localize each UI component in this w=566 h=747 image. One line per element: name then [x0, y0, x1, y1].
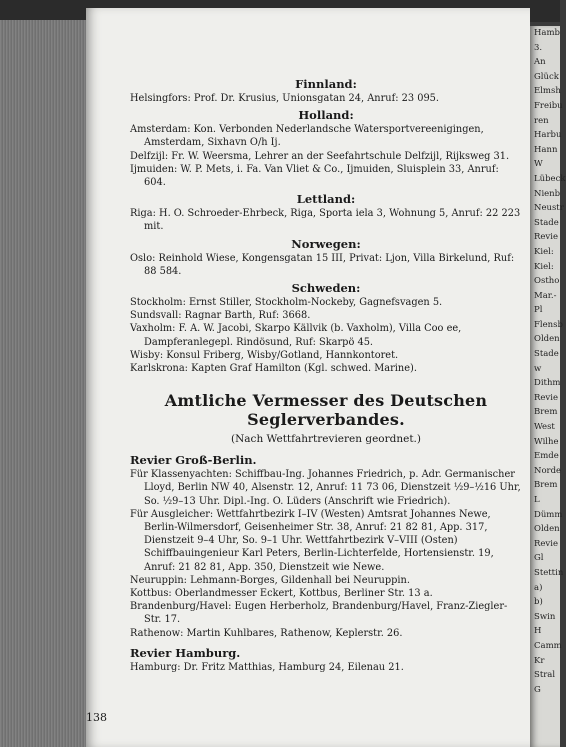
- next-page-fragment: Stade: [534, 349, 559, 360]
- next-page-fragment: Kiel:: [534, 261, 554, 272]
- next-page-fragment: Glück: [534, 71, 559, 82]
- entry-kottbus: Kottbus: Oberlandmesser Eckert, Kottbus, Berliner Str. 13 a.: [130, 588, 433, 600]
- entry-hamburg: Hamburg: Dr. Fritz Matthias, Hamburg 24, Eilenau 21.: [130, 661, 404, 673]
- next-page-fragment: Nienb: [534, 188, 561, 199]
- next-page-fragment: Stral: [534, 670, 556, 681]
- next-page-fragment: Wilhe: [534, 436, 559, 447]
- next-page-edge: [530, 26, 566, 747]
- next-page-fragment: Freibu: [534, 100, 563, 111]
- section-heading-holland: Holland:: [298, 108, 354, 123]
- next-page-fragment: Emde: [534, 451, 559, 462]
- next-page-fragment: An: [534, 57, 546, 68]
- main-subheading: (Nach Wettfahrtrevieren geordnet.): [231, 433, 421, 446]
- next-page-fragment: Revie: [534, 538, 558, 549]
- entry-karlskrona: Karlskrona: Kapten Graf Hamilton (Kgl. schwed. Marine).: [130, 363, 417, 375]
- main-heading: Amtliche Vermesser des Deutschen Seglerverbandes.: [164, 391, 488, 430]
- next-page-fragment: Kr: [534, 655, 545, 666]
- book-page: [86, 8, 530, 747]
- book-page-edges: [0, 20, 92, 747]
- entry-stockholm: Stockholm: Ernst Stiller, Stockholm-Nockeby, Gagnefsvagen 5.: [130, 297, 443, 309]
- entry-ijmuiden: Ijmuiden: W. P. Mets, i. Fa. Van Vliet & Co., Ijmuiden, Sluisplein 33, Anruf: 604.: [130, 163, 499, 189]
- entry-helsingfors: Helsingfors: Prof. Dr. Krusius, Unionsgatan 24, Anruf: 23 095.: [130, 93, 440, 104]
- next-page-fragment: Olden: [534, 334, 560, 345]
- revier-heading-hamburg: Revier Hamburg.: [130, 645, 241, 660]
- page-content: [130, 74, 522, 674]
- entry-brandenburg: Brandenburg/Havel: Eugen Herberholz, Brandenburg/Havel, Franz-Ziegler-Str. 17.: [130, 601, 508, 626]
- next-page-fragment: Dümm: [534, 509, 563, 520]
- entry-vaxholm: Vaxholm: F. A. W. Jacobi, Skarpo Källvik (b. Vaxholm), Villa Coo ee, Dampferanlegepl. Rindösund, Ruf: Skarpö 45.: [130, 323, 462, 348]
- next-page-fragment: Lübeck: [534, 173, 566, 184]
- next-page-fragment: Hamb: [534, 28, 560, 38]
- entry-ausgleicher: Für Ausgleicher: Wettfahrtbezirk I–IV (Westen) Amtsrat Johannes Newe, Berlin-Wilmersdorf, Geisenheimer Str. 38, Anruf: 21 82 81, App. 317, Dienstzeit 9–4 Uhr, So. 9–1 Uhr. Wettfahrtbezirk V–VIII (Osten) Schiffbauingenieur Karl Peters, Berlin-Lichterfelde, Hortensienstr. 19, Anruf: 21 82 81, App. 350, Dienstzeit wie Newe.: [130, 508, 494, 573]
- next-page-fragment: 3.: [534, 42, 543, 53]
- next-page-fragment: G: [534, 684, 541, 695]
- next-page-fragment: Stade: [534, 217, 559, 228]
- next-page-fragment: Elmsh: [534, 86, 561, 97]
- entry-amsterdam: Amsterdam: Kon. Verbonden Nederlandsche Watersportvereenigingen, Amsterdam, Sixhavn O/h Ij.: [130, 124, 484, 149]
- next-page-fragment: Olden: [534, 524, 560, 535]
- entry-delfzijl: Delfzijl: Fr. W. Weersma, Lehrer an der Seefahrtschule Delfzijl, Rijksweg 31.: [130, 150, 510, 162]
- entry-neuruppin: Neuruppin: Lehmann-Borges, Gildenhall bei Neuruppin.: [130, 574, 410, 586]
- next-page-fragment: Ostho: [534, 276, 560, 287]
- next-page-fragment: L: [534, 495, 540, 505]
- next-page-fragment: West: [534, 422, 555, 433]
- entry-wisby: Wisby: Konsul Friberg, Wisby/Gotland, Hannkontoret.: [130, 349, 399, 361]
- section-heading-lettland: Lettland:: [296, 192, 356, 207]
- next-page-fragment: Swin: [534, 611, 556, 622]
- next-page-fragment: Mar.-: [534, 290, 557, 301]
- next-page-fragment: W: [534, 159, 543, 170]
- entry-riga: Riga: H. O. Schroeder-Ehrbeck, Riga, Sporta iela 3, Wohnung 5, Anruf: 22 223 mit.: [130, 208, 521, 233]
- entry-oslo: Oslo: Reinhold Wiese, Kongensgatan 15 III, Privat: Ljon, Villa Birkelund, Ruf: 88 584.: [130, 252, 515, 277]
- next-page-fragment: ren: [534, 115, 549, 126]
- next-page-fragment: Brem: [534, 480, 558, 491]
- next-page-fragment: Neustr: [534, 203, 564, 214]
- next-page-fragment: Norde: [534, 465, 562, 476]
- next-page-fragment: Flensb: [534, 319, 563, 330]
- next-page-fragment: Brem: [534, 407, 558, 418]
- next-page-fragment: b): [534, 597, 543, 608]
- next-page-fragment: H: [534, 626, 542, 637]
- section-heading-finnland: Finnland:: [295, 77, 357, 91]
- next-page-fragment: Dithm: [534, 378, 561, 389]
- next-page-fragment: Harbu: [534, 130, 562, 141]
- next-page-fragment: Hann: [534, 144, 558, 155]
- next-page-fragment: Kiel:: [534, 246, 554, 257]
- revier-heading-berlin: Revier Groß-Berlin.: [130, 453, 257, 468]
- section-heading-schweden: Schweden:: [291, 281, 361, 296]
- entry-rathenow: Rathenow: Martin Kuhlbares, Rathenow, Keplerstr. 26.: [130, 627, 403, 639]
- page-number: 138: [86, 711, 107, 724]
- next-page-fragment: Camm: [534, 640, 562, 651]
- next-page-fragment: Pl: [534, 305, 543, 316]
- next-page-fragment: Revie: [534, 392, 558, 403]
- next-page-fragment: Gl: [534, 553, 544, 564]
- next-page-fragment: Stettin: [534, 567, 564, 578]
- next-page-fragment: Revie: [534, 232, 558, 243]
- section-heading-norwegen: Norwegen:: [291, 236, 361, 251]
- next-page-fragment: w: [534, 363, 542, 374]
- entry-sundsvall: Sundsvall: Ragnar Barth, Ruf: 3668.: [130, 310, 311, 322]
- next-page-fragment: a): [534, 582, 543, 593]
- entry-klassenyachten: Für Klassenyachten: Schiffbau-Ing. Johannes Friedrich, p. Adr. Germanischer Lloyd, Berlin NW 40, Alsenstr. 12, Anruf: 11 73 06, Dienstzeit ½9–½16 Uhr, So. ½9–13 Uhr. Dipl.-Ing. O. Lüders (Anschrift wie Friedrich).: [130, 469, 521, 507]
